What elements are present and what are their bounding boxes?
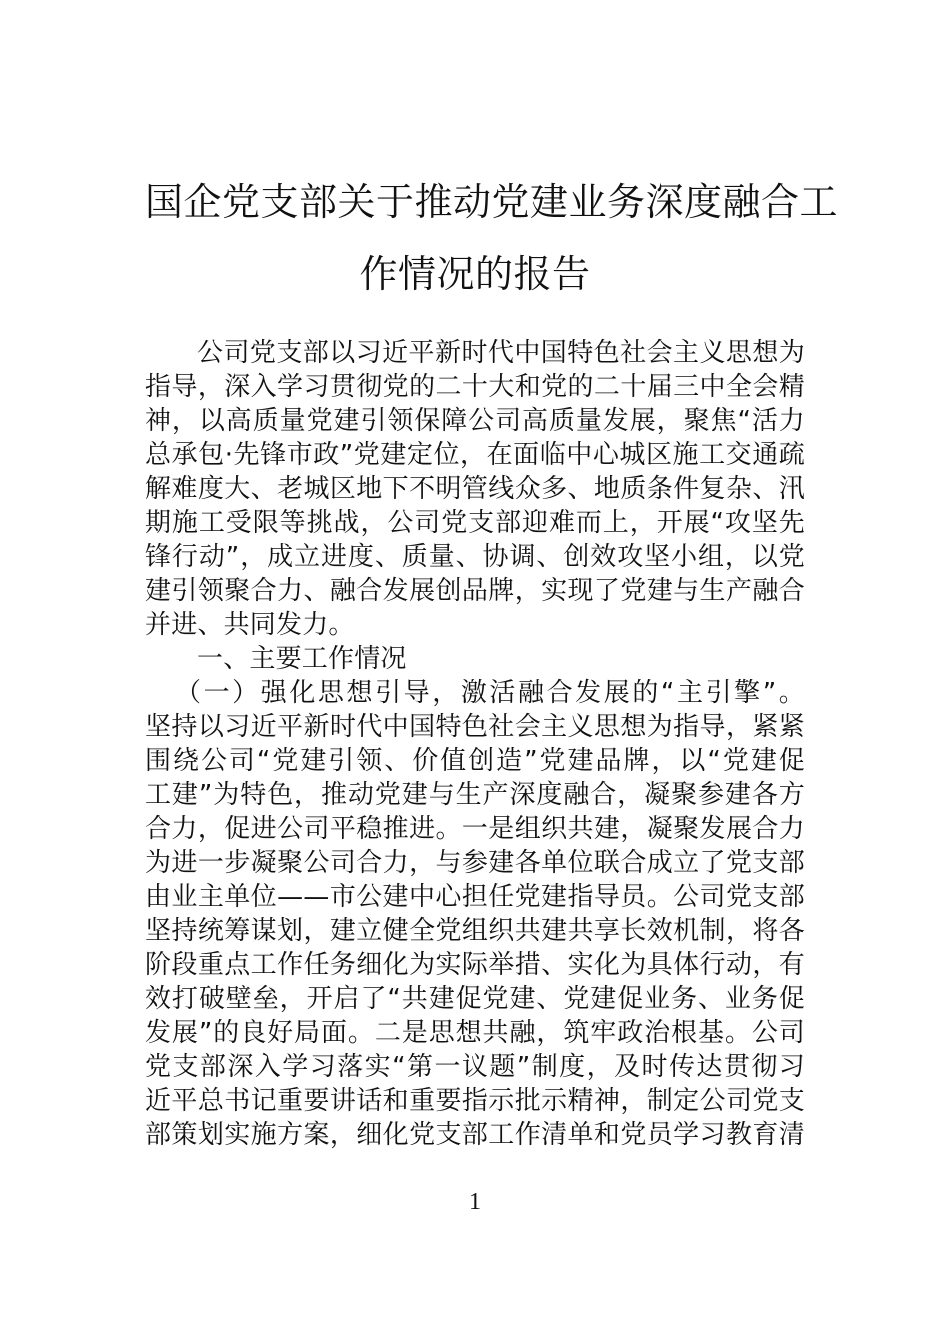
paragraph-line: 效打破壁垒，开启了“共建促党建、党建促业务、业务促 bbox=[145, 984, 805, 1014]
paragraph-line: 并进、共同发力。 bbox=[145, 610, 355, 640]
paragraph-line: 坚持以习近平新时代中国特色社会主义思想为指导，紧紧 bbox=[145, 712, 805, 742]
paragraph-line: 党支部深入学习落实“第一议题”制度，及时传达贯彻习 bbox=[145, 1052, 805, 1082]
paragraph-line: 为进一步凝聚公司合力，与参建各单位联合成立了党支部 bbox=[145, 848, 805, 878]
paragraph-line: 部策划实施方案，细化党支部工作清单和党员学习教育清 bbox=[145, 1120, 805, 1150]
paragraph-line: 期施工受限等挑战，公司党支部迎难而上，开展“攻坚先 bbox=[145, 508, 805, 538]
section-heading: 一、主要工作情况 bbox=[197, 644, 407, 674]
paragraph-line: 近平总书记重要讲话和重要指示批示精神，制定公司党支 bbox=[145, 1086, 805, 1116]
paragraph-line: 围绕公司“党建引领、价值创造”党建品牌，以“党建促 bbox=[145, 746, 805, 776]
paragraph-line: 发展”的良好局面。二是思想共融，筑牢政治根基。公司 bbox=[145, 1018, 805, 1048]
paragraph-line: 由业主单位——市公建中心担任党建指导员。公司党支部 bbox=[145, 882, 805, 912]
document-body bbox=[145, 336, 805, 1152]
paragraph-line: 建引领聚合力、融合发展创品牌，实现了党建与生产融合 bbox=[145, 576, 805, 606]
paragraph-line: 总承包·先锋市政”党建定位，在面临中心城区施工交通疏 bbox=[145, 440, 805, 470]
title-line: 国企党支部关于推动党建业务深度融合工 bbox=[145, 180, 839, 224]
paragraph-line: 工建”为特色，推动党建与生产深度融合，凝聚参建各方 bbox=[145, 780, 805, 810]
subsection-heading: （一）强化思想引导，激活融合发展的“主引擎”。 bbox=[175, 678, 805, 708]
paragraph-line: 指导，深入学习贯彻党的二十大和党的二十届三中全会精 bbox=[145, 372, 805, 402]
title-line: 作情况的报告 bbox=[359, 252, 591, 296]
document-title bbox=[145, 166, 839, 310]
paragraph-line: 锋行动”，成立进度、质量、协调、创效攻坚小组，以党 bbox=[145, 542, 805, 572]
paragraph-line: 坚持统筹谋划，建立健全党组织共建共享长效机制，将各 bbox=[145, 916, 805, 946]
paragraph-line: 神，以高质量党建引领保障公司高质量发展，聚焦“活力 bbox=[145, 406, 805, 436]
paragraph-line: 公司党支部以习近平新时代中国特色社会主义思想为 bbox=[197, 338, 805, 368]
paragraph-line: 合力，促进公司平稳推进。一是组织共建，凝聚发展合力 bbox=[145, 814, 805, 844]
paragraph-line: 解难度大、老城区地下不明管线众多、地质条件复杂、汛 bbox=[145, 474, 805, 504]
page-number: 1 bbox=[469, 1189, 481, 1215]
paragraph-line: 阶段重点工作任务细化为实际举措、实化为具体行动，有 bbox=[145, 950, 805, 980]
